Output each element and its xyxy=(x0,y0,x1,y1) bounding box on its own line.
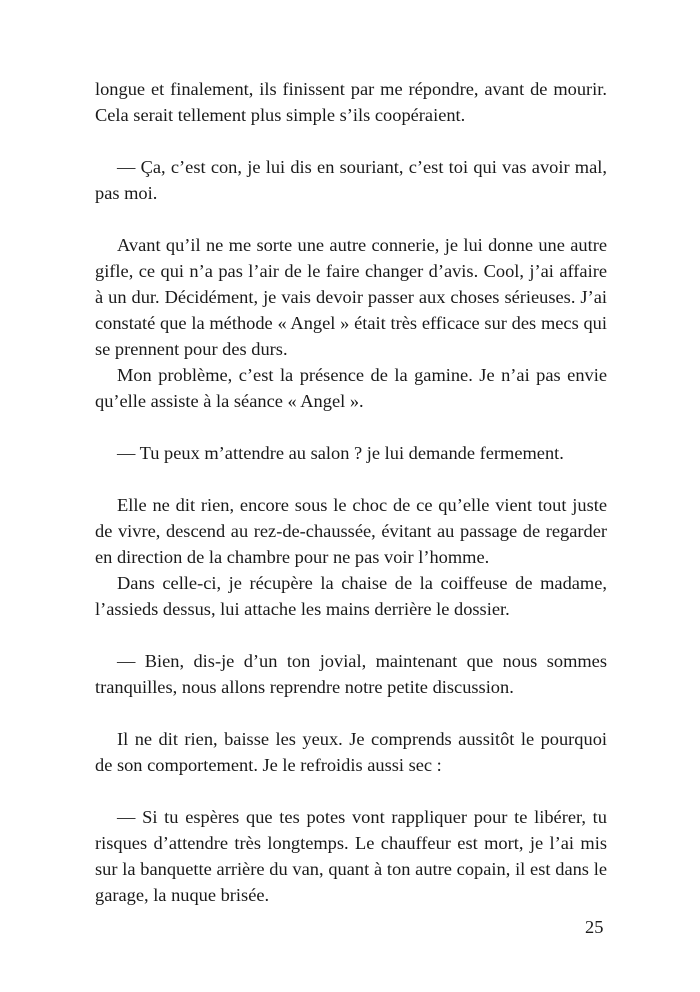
dialogue-line: — Ça, c’est con, je lui dis en souriant, c’est toi qui vas avoir mal, pas moi. xyxy=(95,157,607,203)
paragraph: Elle ne dit rien, encore sous le choc de ce qu’elle vient tout juste de vivre, descend au rez-de-chaussée, évitant au passage de regarder en direction de la chambre pour ne pas voir l’homme. xyxy=(95,495,607,567)
paragraph-gap xyxy=(95,414,607,440)
paragraph: Mon problème, c’est la présence de la gamine. Je n’ai pas envie qu’elle assiste à la séance « Angel ». xyxy=(95,365,607,411)
paragraph-gap xyxy=(95,778,607,804)
paragraph-continuation: longue et finalement, ils finissent par me répondre, avant de mourir. Cela serait tellement plus simple s’ils coopéraient. xyxy=(95,79,607,125)
paragraph: Avant qu’il ne me sorte une autre connerie, je lui donne une autre gifle, ce qui n’a pas l’air de le faire changer d’avis. Cool, j’ai affaire à un dur. Décidément, je vais devoir passer aux choses sérieuses. J’ai constaté que la méthode « Angel » était très efficace sur des mecs qui se prennent pour des durs. xyxy=(95,235,607,359)
page-number: 25 xyxy=(585,917,604,937)
paragraph-gap xyxy=(95,622,607,648)
page-body xyxy=(95,76,607,908)
paragraph: Dans celle-ci, je récupère la chaise de la coiffeuse de madame, l’assieds dessus, lui attache les mains derrière le dossier. xyxy=(95,573,607,619)
paragraph-gap xyxy=(95,206,607,232)
paragraph-gap xyxy=(95,700,607,726)
dialogue-line: — Si tu espères que tes potes vont rappliquer pour te libérer, tu risques d’attendre très longtemps. Le chauffeur est mort, je l’ai mis sur la banquette arrière du van, quant à ton autre copain, il est dans le garage, la nuque brisée. xyxy=(95,807,607,905)
paragraph: Il ne dit rien, baisse les yeux. Je comprends aussitôt le pourquoi de son comportement. Je le refroidis aussi sec : xyxy=(95,729,607,775)
dialogue-line: — Tu peux m’attendre au salon ? je lui demande fermement. xyxy=(117,443,564,463)
paragraph-gap xyxy=(95,128,607,154)
paragraph-gap xyxy=(95,466,607,492)
dialogue-line: — Bien, dis-je d’un ton jovial, maintenant que nous sommes tranquilles, nous allons reprendre notre petite discussion. xyxy=(95,651,607,697)
